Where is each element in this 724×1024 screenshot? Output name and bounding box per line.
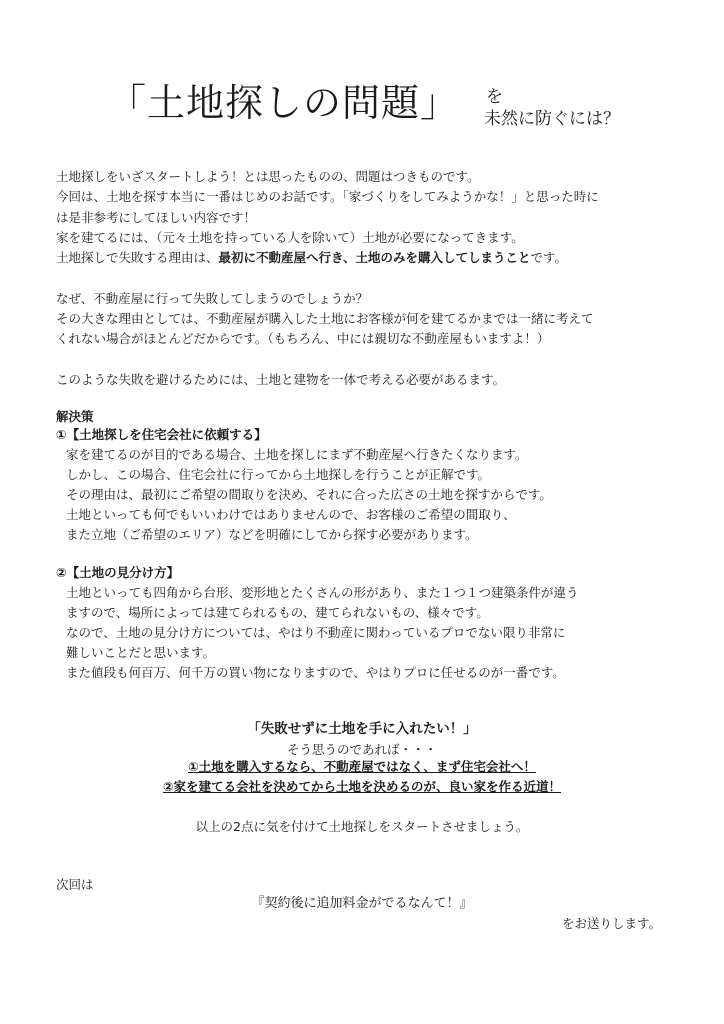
point1-line: しかし、この場合、住宅会社に行ってから土地探しを行うことが正解です。 (66, 467, 491, 482)
page-title: 「土地探しの問題」 (108, 81, 460, 125)
point2-line: なので、土地の見分け方については、やはり不動産に関わっているプロでない限り非常に (66, 625, 566, 640)
why-line: その大きな理由としては、不動産屋が購入した土地にお客様が何を建てるかまでは一緒に考えて (56, 311, 594, 326)
solution-label: 解決策 (56, 409, 94, 424)
intro-reason-emphasis: 最初に不動産屋へ行き、土地のみを購入してしまうこと (218, 250, 531, 265)
intro-reason-prefix: 土地探しで失敗する理由は、 (56, 250, 219, 265)
point1-line: その理由は、最初にご希望の間取りを決め、それに合った広さの土地を探すからです。 (66, 487, 552, 502)
summary-headline: 「失敗せずに土地を手に入れたい！」 (247, 721, 477, 737)
summary-lead: そう思うのであれば・・・ (286, 742, 437, 757)
point1-line: 土地といっても何でもいいわけではありませんので、お客様のご希望の間取り、 (66, 507, 516, 522)
next-title: 『契約後に追加料金がでるなんて！』 (251, 896, 473, 911)
summary-tip-1: ①土地を購入するなら、不動産屋ではなく、まず住宅会社へ！ (188, 759, 536, 774)
point2-line: ますので、場所によっては建てられるもの、建てられないもの、様々です。 (66, 605, 489, 620)
intro-line: は是非参考にしてほしい内容です！ (56, 210, 257, 225)
avoid-line: このような失敗を避けるためには、土地と建物を一体で考える必要があるます。 (56, 372, 506, 387)
summary-closing: 以上の2点に気を付けて土地探しをスタートさせましょう。 (195, 819, 529, 834)
intro-line: 今回は、土地を探す本当に一番はじめのお話です。「家づくりをしてみようかな！」と思った時に (56, 189, 599, 204)
point1-line: 家を建てるのが目的である場合、土地を探しにまず不動産屋へ行きたくなります。 (66, 447, 528, 462)
point2-heading: ②【土地の見分け方】 (56, 565, 180, 580)
why-line: くれない場合がほとんどだからです。（もちろん、中には親切な不動産屋もいますよ！） (56, 331, 550, 346)
page-subtitle: 未然に防ぐには？ (484, 109, 620, 129)
intro-line: 家を建てるには、（元々土地を持っている人を除いて）土地が必要になってきます。 (56, 230, 524, 245)
next-label: 次回は (56, 877, 94, 892)
intro-line: 土地探しをいざスタートしよう！とは思ったものの、問題はつきものです。 (56, 169, 480, 184)
page-subtitle-particle: を (486, 87, 503, 107)
intro-reason-line (56, 249, 567, 267)
point1-line: また立地（ご希望のエリア）などを明確にしてから探す必要があります。 (66, 527, 478, 542)
next-send: をお送りします。 (562, 916, 662, 931)
point2-line: また値段も何百万、何千万の買い物になりますので、やはりプロに任せるのが一番です。 (66, 665, 565, 680)
summary-tip-2: ②家を建てる会社を決めてから土地を決めるのが、良い家を作る近道！ (162, 779, 562, 794)
why-line: なぜ、不動産屋に行って失敗してしまうのでしょうか？ (56, 291, 369, 306)
point2-line: 難しいことだと思います。 (66, 645, 216, 660)
point1-heading: ①【土地探しを住宅会社に依頼する】 (56, 427, 267, 442)
intro-reason-suffix: です。 (530, 250, 568, 265)
point2-line: 土地といっても四角から台形、変形地とたくさんの形があり、また１つ１つ建築条件が違う (66, 585, 579, 600)
